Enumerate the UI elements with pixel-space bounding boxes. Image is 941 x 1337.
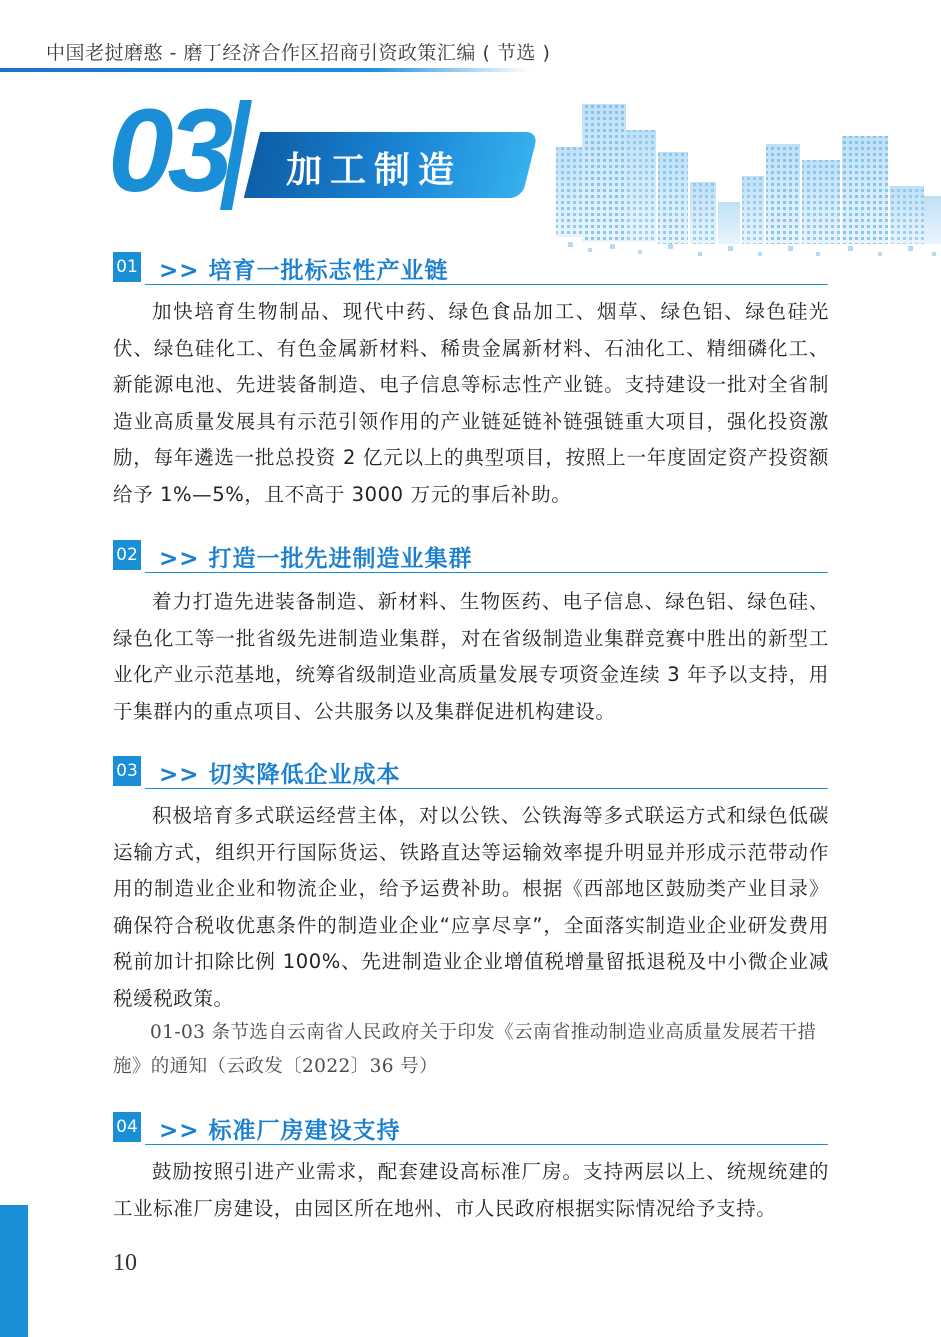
section-underline [145,788,828,789]
section-body: 加快培育生物制品、现代中药、绿色食品加工、烟草、绿色铝、绿色硅光伏、绿色硅化工、有色金属新材料、稀贵金属新材料、石油化工、精细磷化工、新能源电池、先进装备制造、电子信息等标志性产业链。支持建设一批对全省制造业高质量发展具有示范引领作用的产业链延链补链强链重大项目，强化投资激励，每年遴选一批总投资 2 亿元以上的典型项目，按照上一年度固定资产投资额给予 1%—5%，且不高于 3000 万元的事后补助。 [113,300,829,506]
section-title: >> 标准厂房建设支持 [159,1118,401,1144]
section-number-badge: 03 [113,756,141,786]
section-header [113,252,828,286]
section-underline [145,1144,828,1145]
section-number-badge: 04 [113,1112,141,1142]
section-underline [145,572,828,573]
page-edge-tab [0,1205,28,1337]
section-title: >> 切实降低企业成本 [159,762,401,788]
section-header [113,540,828,574]
section-underline [145,284,828,285]
chapter-title: 加工制造 [286,150,463,191]
page-number: 10 [113,1250,137,1276]
section-title: >> 培育一批标志性产业链 [159,258,449,284]
section-number-badge: 02 [113,540,141,570]
header-rule [0,68,530,72]
section-header [113,756,828,790]
section-number-badge: 01 [113,252,141,282]
section-title: >> 打造一批先进制造业集群 [159,546,473,572]
section-header [113,1112,828,1146]
section-body: 着力打造先进装备制造、新材料、生物医药、电子信息、绿色铝、绿色硅、绿色化工等一批省级先进制造业集群，对在省级制造业集群竞赛中胜出的新型工业化产业示范基地，统筹省级制造业高质量发展专项资金连续 3 年予以支持，用于集群内的重点项目、公共服务以及集群促进机构建设。 [113,590,829,723]
city-skyline-illustration [548,92,941,262]
section-body: 鼓励按照引进产业需求，配套建设高标准厂房。支持两层以上、统规统建的工业标准厂房建设，由园区所在地州、市人民政府根据实际情况给予支持。 [113,1160,829,1220]
section-body: 积极培育多式联运经营主体，对以公铁、公铁海等多式联运方式和绿色低碳运输方式，组织开行国际货运、铁路直达等运输效率提升明显并形成示范带动作用的制造业企业和物流企业，给予运费补助。根据《西部地区鼓励类产业目录》确保符合税收优惠条件的制造业企业“应享尽享”，全面落实制造业企业研发费用税前加计扣除比例 100%、先进制造业企业增值税增量留抵退税及中小微企业减税缓税政策。 [113,804,829,1010]
chapter-number: 03 [108,85,228,217]
source-note: 01-03 条节选自云南省人民政府关于印发《云南省推动制造业高质量发展若干措施》的通知（云政发〔2022〕36 号） [113,1022,817,1077]
running-header: 中国老挝磨憨 - 磨丁经济合作区招商引资政策汇编 ( 节选 ) [46,42,551,64]
